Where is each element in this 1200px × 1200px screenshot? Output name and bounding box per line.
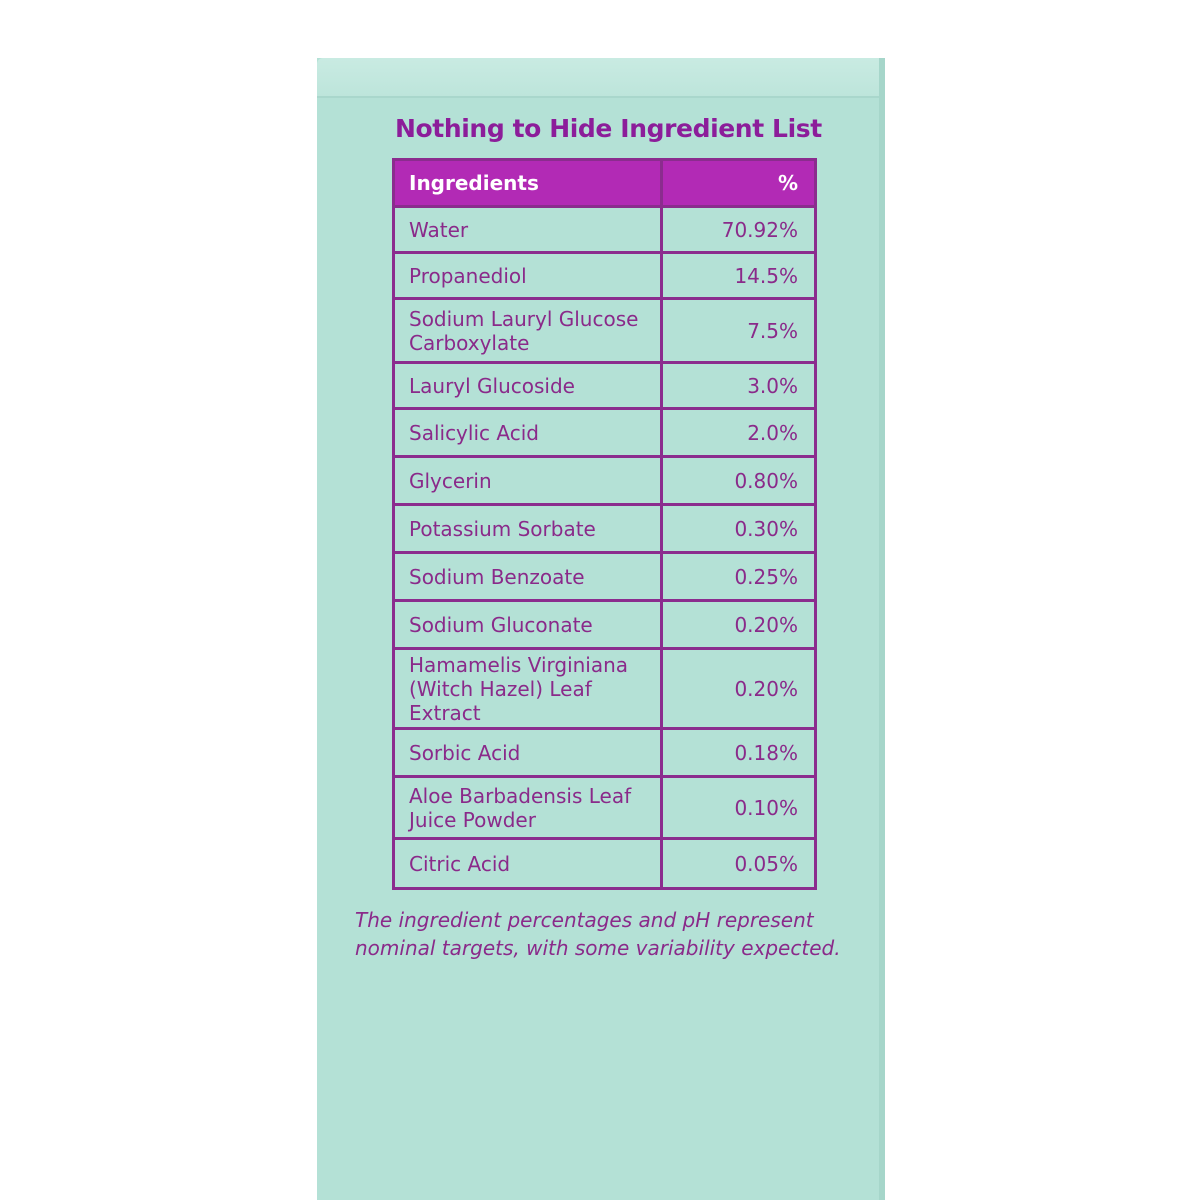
ingredient-name: Sodium Lauryl Glucose Carboxylate	[394, 299, 662, 363]
ingredient-percent: 14.5%	[662, 253, 816, 299]
ingredient-percent: 0.18%	[662, 729, 816, 777]
box-side-edge	[879, 58, 885, 1200]
table-row	[394, 729, 816, 777]
ingredient-percent: 0.05%	[662, 839, 816, 889]
table-row	[394, 601, 816, 649]
ingredient-percent: 0.20%	[662, 601, 816, 649]
table-row	[394, 649, 816, 729]
table-row	[394, 553, 816, 601]
table-header-row	[394, 160, 816, 207]
ingredient-name: Aloe Barbadensis Leaf Juice Powder	[394, 777, 662, 839]
ingredient-percent: 0.10%	[662, 777, 816, 839]
table-row	[394, 207, 816, 253]
table-row	[394, 457, 816, 505]
table-row	[394, 505, 816, 553]
ingredients-column-header: Ingredients	[394, 160, 662, 207]
ingredient-name: Sorbic Acid	[394, 729, 662, 777]
ingredient-percent: 3.0%	[662, 363, 816, 409]
percent-column-header: %	[662, 160, 816, 207]
table-row	[394, 363, 816, 409]
ingredient-percent: 0.30%	[662, 505, 816, 553]
ingredient-name: Hamamelis Virginiana (Witch Hazel) Leaf Extract	[394, 649, 662, 729]
table-row	[394, 299, 816, 363]
table-row	[394, 777, 816, 839]
ingredient-name: Water	[394, 207, 662, 253]
ingredient-name: Propanediol	[394, 253, 662, 299]
ingredient-name: Sodium Benzoate	[394, 553, 662, 601]
ingredient-percent: 0.80%	[662, 457, 816, 505]
ingredient-name: Sodium Gluconate	[394, 601, 662, 649]
ingredient-name: Potassium Sorbate	[394, 505, 662, 553]
ingredient-name: Lauryl Glucoside	[394, 363, 662, 409]
ingredient-table	[392, 158, 817, 890]
ingredient-percent: 70.92%	[662, 207, 816, 253]
ingredient-name: Salicylic Acid	[394, 409, 662, 457]
ingredient-percent: 2.0%	[662, 409, 816, 457]
table-row	[394, 839, 816, 889]
ingredient-percent: 0.20%	[662, 649, 816, 729]
ingredient-name: Citric Acid	[394, 839, 662, 889]
table-row	[394, 253, 816, 299]
box-lid	[317, 58, 885, 98]
table-row	[394, 409, 816, 457]
ingredient-percent: 0.25%	[662, 553, 816, 601]
panel-title: Nothing to Hide Ingredient List	[395, 114, 822, 143]
variability-note: The ingredient percentages and pH represent nominal targets, with some variability expected.	[355, 908, 841, 960]
ingredient-name: Glycerin	[394, 457, 662, 505]
ingredient-percent: 7.5%	[662, 299, 816, 363]
